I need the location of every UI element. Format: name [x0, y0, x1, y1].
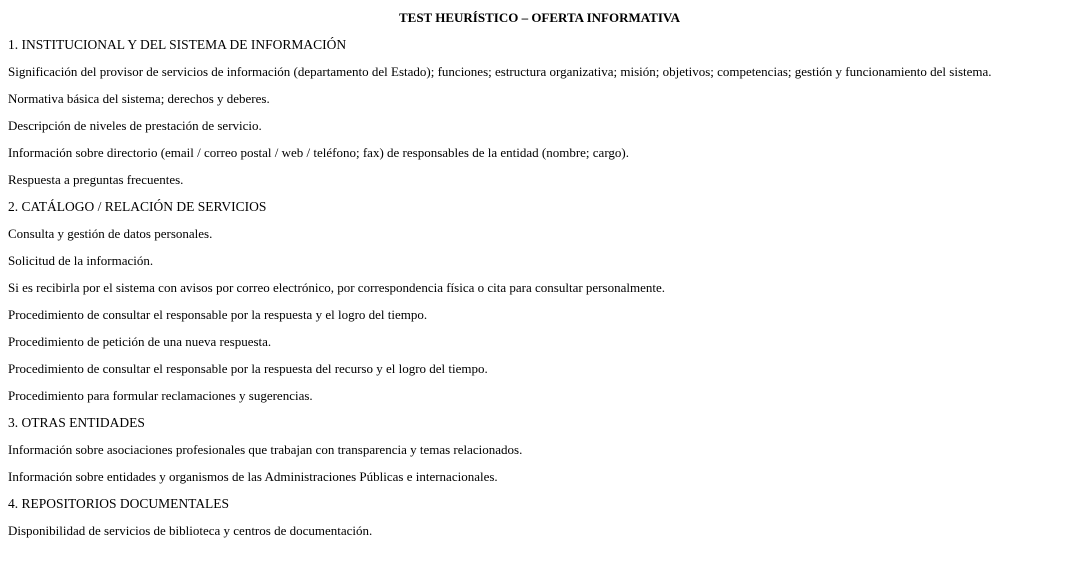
section-heading-institucional: 1. INSTITUCIONAL Y DEL SISTEMA DE INFORMACIÓN — [8, 37, 347, 52]
section-heading-catalogo: 2. CATÁLOGO / RELACIÓN DE SERVICIOS — [8, 199, 267, 214]
list-item: Respuesta a preguntas frecuentes. — [8, 172, 184, 187]
list-item: Normativa básica del sistema; derechos y deberes. — [8, 91, 270, 106]
list-item: Información sobre directorio (email / correo postal / web / teléfono; fax) de responsables de la entidad (nombre; cargo). — [8, 145, 630, 160]
document-title: TEST HEURÍSTICO – OFERTA INFORMATIVA — [398, 10, 681, 25]
list-item: Información sobre asociaciones profesionales que trabajan con transparencia y temas relacionados. — [8, 442, 523, 457]
document-body — [8, 36, 1079, 549]
section-heading-repositorios: 4. REPOSITORIOS DOCUMENTALES — [8, 496, 230, 511]
list-item: Significación del provisor de servicios de información (departamento del Estado); funciones; estructura organizativa; misión; objetivos; competencias; gestión y funcionamiento del sistema. — [8, 64, 992, 79]
list-item: Disponibilidad de servicios de biblioteca y centros de documentación. — [8, 523, 373, 538]
list-item: Información sobre entidades y organismos de las Administraciones Públicas e internacionales. — [8, 469, 498, 484]
section-heading-otras-entidades: 3. OTRAS ENTIDADES — [8, 415, 145, 430]
list-item: Solicitud de la información. — [8, 253, 154, 268]
list-item: Procedimiento de consultar el responsable por la respuesta del recurso y el logro del tiempo. — [8, 361, 488, 376]
list-item: Procedimiento para formular reclamaciones y sugerencias. — [8, 388, 313, 403]
list-item: Descripción de niveles de prestación de servicio. — [8, 118, 262, 133]
list-item: Procedimiento de consultar el responsable por la respuesta y el logro del tiempo. — [8, 307, 428, 322]
list-item: Procedimiento de petición de una nueva respuesta. — [8, 334, 272, 349]
list-item: Consulta y gestión de datos personales. — [8, 226, 213, 241]
list-item: Si es recibirla por el sistema con avisos por correo electrónico, por correspondencia física o cita para consultar personalmente. — [8, 280, 665, 295]
